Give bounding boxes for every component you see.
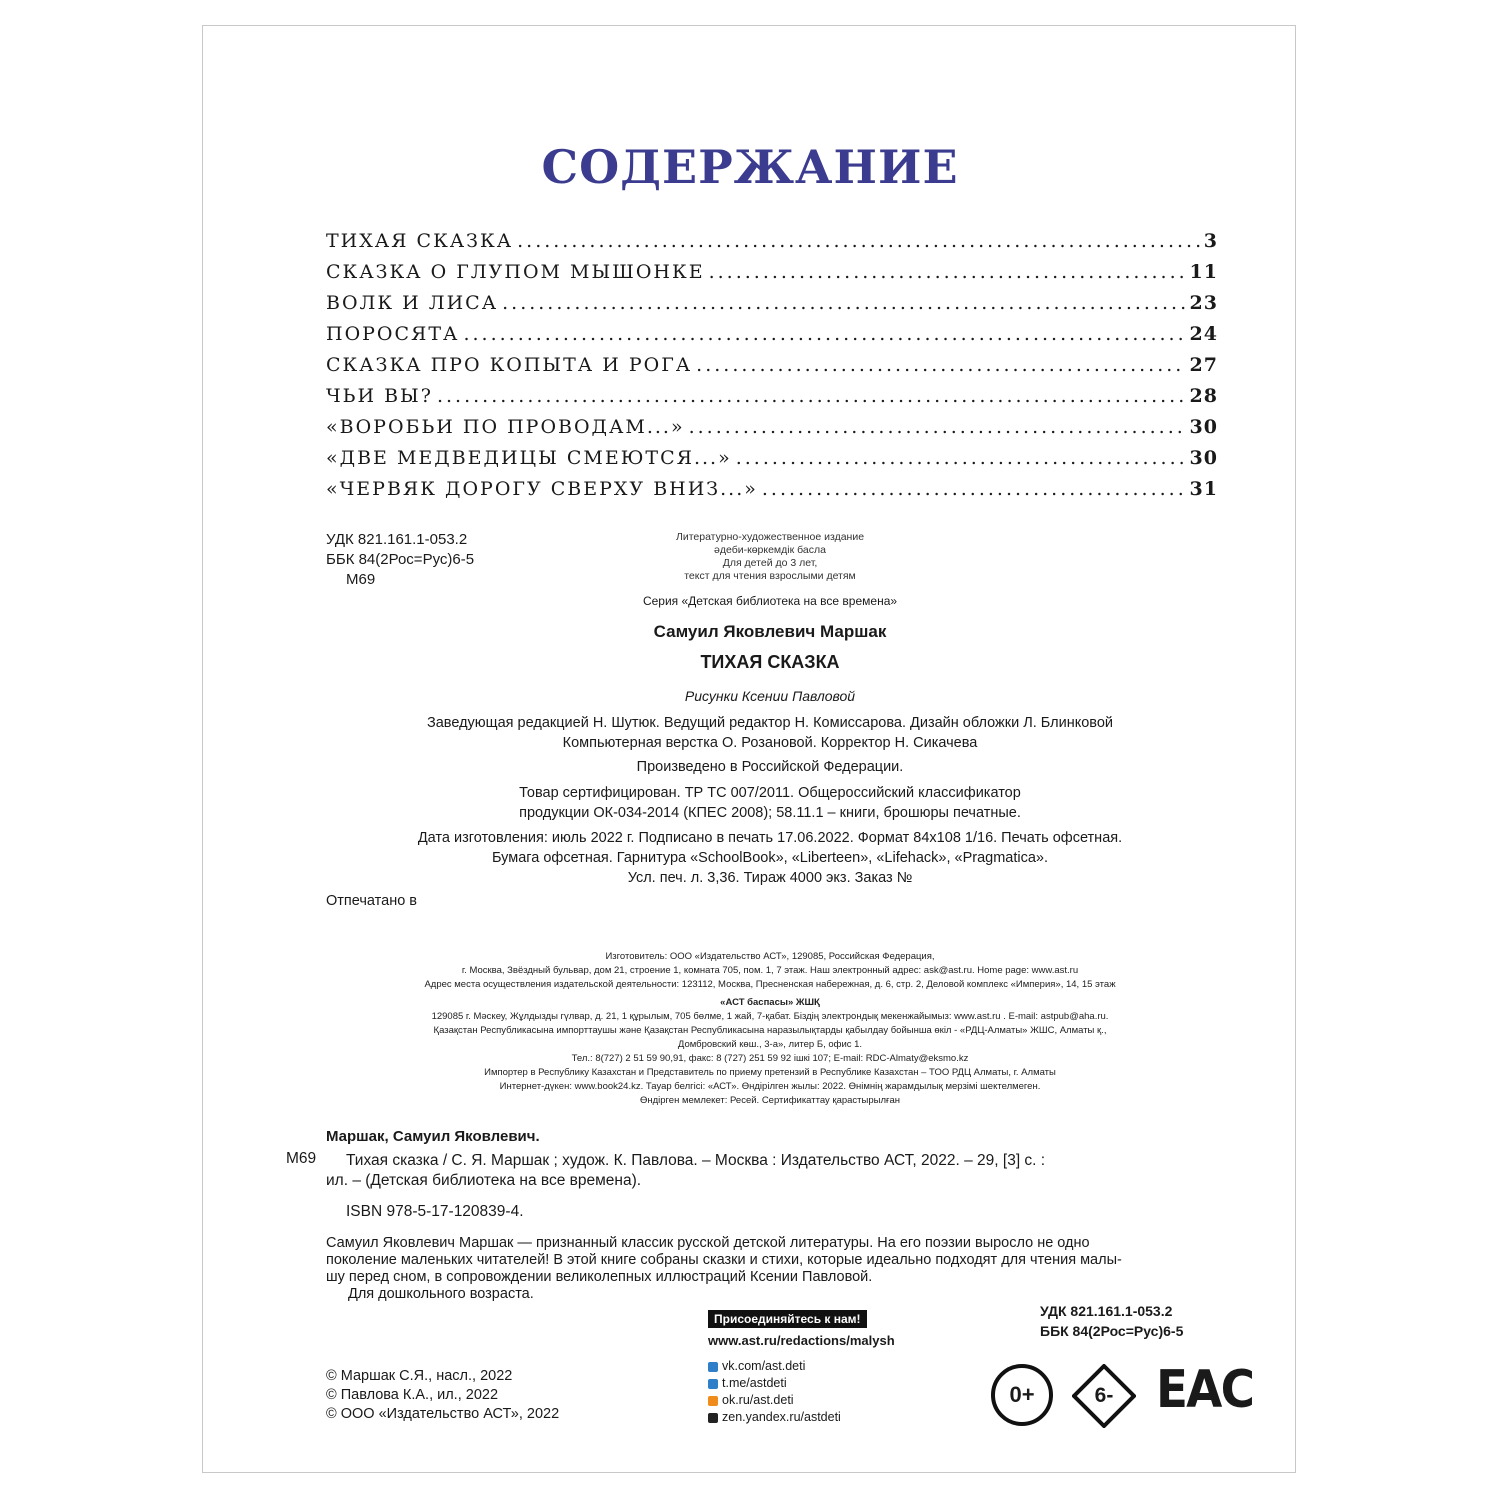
certification <box>320 783 1220 823</box>
staff-line: Компьютерная верстка О. Розановой. Корректор Н. Сикачева <box>562 735 978 751</box>
toc-leader <box>696 354 1185 376</box>
table-of-contents <box>326 230 1218 509</box>
toc-title: ЧЬИ ВЫ? <box>326 385 433 407</box>
copyright-line: © Маршак С.Я., насл., 2022 <box>326 1368 513 1384</box>
toc-leader <box>689 416 1186 438</box>
bbk-code: ББК 84(2Рос=Рус)6-5 <box>1040 1323 1184 1339</box>
toc-row <box>326 385 1218 416</box>
toc-page: 31 <box>1189 478 1218 500</box>
maker-line: «АСТ баспасы» ЖШҚ <box>720 997 820 1008</box>
biblio-record <box>346 1150 1226 1172</box>
zen-icon <box>708 1413 718 1423</box>
maker-line: Изготовитель: ООО «Издательство АСТ», 129085, Российская Федерация, <box>605 951 935 962</box>
library-codes <box>326 530 474 590</box>
age-rating-6 <box>1072 1364 1136 1428</box>
join-banner: Присоединяйтесь к нам! <box>708 1310 867 1328</box>
maker-line: Импортер в Республику Казахстан и Представитель по приему претензий в Республике Казахстан – ТОО РДЦ Алматы, г. Алматы <box>484 1067 1056 1078</box>
toc-page: 24 <box>1189 323 1218 345</box>
imprint-line: әдеби-көркемдік басла <box>714 544 826 556</box>
toc-row <box>326 323 1218 354</box>
social-link: zen.yandex.ru/astdeti <box>722 1410 841 1424</box>
maker-line: Домбровский көш., 3-а», литер Б, офис 1. <box>677 1039 863 1050</box>
isbn: ISBN 978-5-17-120839-4. <box>346 1203 524 1220</box>
page-title: СОДЕРЖАНИЕ <box>541 140 959 194</box>
illustrator: Рисунки Ксении Павловой <box>684 688 856 704</box>
print-info <box>320 828 1220 888</box>
maker-line: 129085 г. Мәскеу, Жұлдызды гүлвар, д. 21, 1 құрылым, 705 бөлме, 1 жай, 7-қабат. Біздің электрондық мекенжайымыз: www.ast.ru . E-mail: astpub@aha.ru. <box>431 1011 1109 1022</box>
toc-row <box>326 354 1218 385</box>
toc-page: 11 <box>1189 261 1218 283</box>
author-name: Самуил Яковлевич Маршак <box>653 622 887 641</box>
toc-page: 30 <box>1189 416 1218 438</box>
biblio-code: М69 <box>286 1150 317 1167</box>
social-item-zen[interactable] <box>708 1409 841 1426</box>
udk-code: УДК 821.161.1-053.2 <box>326 531 468 548</box>
toc-leader <box>502 292 1185 314</box>
toc-title: ВОЛК И ЛИСА <box>326 292 499 314</box>
annotation <box>326 1235 1226 1303</box>
toc-title: «ВОРОБЬИ ПО ПРОВОДАМ...» <box>326 416 685 438</box>
print-line: Дата изготовления: июль 2022 г. Подписано в печать 17.06.2022. Формат 84x108 1/16. Печать офсетная. <box>417 830 1123 846</box>
social-link: t.me/astdeti <box>722 1376 787 1390</box>
join-block <box>708 1310 867 1328</box>
toc-leader <box>736 447 1186 469</box>
toc-leader <box>762 478 1186 500</box>
toc-title: ПОРОСЯТА <box>326 323 460 345</box>
social-item-telegram[interactable] <box>708 1375 841 1392</box>
toc-row <box>326 416 1218 447</box>
imprint-line: текст для чтения взрослыми детям <box>684 570 856 582</box>
staff-credits <box>320 713 1220 753</box>
annotation-line: шу перед сном, в сопровождении великолепных иллюстраций Ксении Павловой. <box>326 1269 873 1285</box>
social-item-ok[interactable] <box>708 1392 841 1409</box>
age-rating-0plus: 0+ <box>991 1364 1053 1426</box>
toc-leader <box>463 323 1185 345</box>
copyright-block <box>326 1367 559 1424</box>
toc-page: 23 <box>1189 292 1218 314</box>
author-sign: М69 <box>346 571 376 588</box>
staff-line: Заведующая редакцией Н. Шутюк. Ведущий редактор Н. Комиссарова. Дизайн обложки Л. Блинковой <box>426 715 1113 731</box>
library-codes-right <box>1040 1301 1183 1341</box>
print-line: Усл. печ. л. 3,36. Тираж 4000 экз. Заказ № <box>627 870 913 886</box>
printed-in: Отпечатано в <box>326 893 418 909</box>
toc-page: 27 <box>1189 354 1218 376</box>
join-url[interactable]: www.ast.ru/redactions/malysh <box>708 1333 895 1348</box>
maker-line: Тел.: 8(727) 2 51 59 90,91, факс: 8 (727) 251 59 92 ішкі 107; E-mail: RDC-Almaty@eksmo.kz <box>571 1053 969 1064</box>
biblio-line: ил. – (Детская библиотека на все времена). <box>326 1172 642 1189</box>
biblio-author: Маршак, Самуил Яковлевич. <box>326 1128 540 1145</box>
series: Серия «Детская библиотека на все времена» <box>642 594 898 608</box>
bbk-code: ББК 84(2Рос=Рус)6-5 <box>326 551 475 568</box>
toc-row <box>326 292 1218 323</box>
annotation-line: Для дошкольного возраста. <box>348 1286 534 1302</box>
toc-title: ТИХАЯ СКАЗКА <box>326 230 514 252</box>
social-item-vk[interactable] <box>708 1358 841 1375</box>
social-links <box>708 1358 841 1426</box>
toc-leader <box>517 230 1200 252</box>
origin: Произведено в Российской Федерации. <box>636 759 904 775</box>
cert-line: продукции ОК-034-2014 (КПЕС 2008); 58.11.1 – книги, брошюры печатные. <box>519 805 1021 821</box>
maker-line: Адрес места осуществления издательской деятельности: 123112, Москва, Пресненская набережная, д. 6, стр. 2, Деловой комплекс «Империя», 14, 15 этаж <box>424 979 1116 990</box>
telegram-icon <box>708 1379 718 1389</box>
toc-title: «ДВЕ МЕДВЕДИЦЫ СМЕЮТСЯ...» <box>326 447 732 469</box>
eac-mark: EAC <box>1156 1360 1254 1420</box>
toc-row <box>326 478 1218 509</box>
imprint-info <box>560 531 980 583</box>
age-rating-label: 6- <box>1094 1384 1114 1407</box>
toc-row <box>326 447 1218 478</box>
toc-page: 30 <box>1189 447 1218 469</box>
udk-code: УДК 821.161.1-053.2 <box>1040 1303 1173 1319</box>
social-link: ok.ru/ast.deti <box>722 1393 794 1407</box>
biblio-line: Тихая сказка / С. Я. Маршак ; худож. К. Павлова. – Москва : Издательство АСТ, 2022. – 29, [3] с. : <box>346 1152 1046 1169</box>
cert-line: Товар сертифицирован. ТР ТС 007/2011. Общероссийский классификатор <box>519 785 1021 801</box>
toc-page: 28 <box>1189 385 1218 407</box>
maker-line: Интернет-дүкен: www.book24.kz. Тауар белгісі: «АСТ». Өндірілген жылы: 2022. Өнімнің жарамдылық мерзімі шектелмеген. <box>499 1081 1041 1092</box>
maker-line: г. Москва, Звёздный бульвар, дом 21, строение 1, комната 705, пом. 1, 7 этаж. Наш электронный адрес: ask@ast.ru. Home page: www.ast.ru <box>461 965 1079 976</box>
toc-title: СКАЗКА ПРО КОПЫТА И РОГА <box>326 354 693 376</box>
ok-icon <box>708 1396 718 1406</box>
toc-leader <box>709 261 1186 283</box>
copyright-line: © ООО «Издательство АСТ», 2022 <box>326 1406 560 1422</box>
toc-title: СКАЗКА О ГЛУПОМ МЫШОНКЕ <box>326 261 705 283</box>
annotation-line: поколение маленьких читателей! В этой книге собраны сказки и стихи, которые идеально подходят для чтения малы- <box>326 1252 1122 1268</box>
toc-row <box>326 230 1218 261</box>
print-line: Бумага офсетная. Гарнитура «SchoolBook», «Liberteen», «Lifehack», «Pragmatica». <box>491 850 1049 866</box>
copyright-line: © Павлова К.А., ил., 2022 <box>326 1387 499 1403</box>
toc-row <box>326 261 1218 292</box>
maker-line: Өндірген мемлекет: Ресей. Сертификаттау қарастырылған <box>639 1095 901 1106</box>
annotation-line: Самуил Яковлевич Маршак — признанный классик русской детской литературы. На его поэзии выросло не одно <box>326 1235 1090 1251</box>
imprint-line: Литературно-художественное издание <box>675 531 865 543</box>
social-link: vk.com/ast.deti <box>722 1359 806 1373</box>
toc-leader <box>437 385 1186 407</box>
manufacturer-block <box>300 950 1240 1108</box>
maker-line: Қазақстан Республикасына импорттаушы және Қазақстан Республикасына наразылықтарды қабылдау бойынша өкіл - «РДЦ-Алматы» ЖШС, Алматы қ., <box>433 1025 1107 1036</box>
vk-icon <box>708 1362 718 1372</box>
toc-page: 3 <box>1203 230 1218 252</box>
book-title: ТИХАЯ СКАЗКА <box>700 652 840 672</box>
toc-title: «ЧЕРВЯК ДОРОГУ СВЕРХУ ВНИЗ...» <box>326 478 758 500</box>
imprint-line: Для детей до 3 лет, <box>722 557 818 569</box>
